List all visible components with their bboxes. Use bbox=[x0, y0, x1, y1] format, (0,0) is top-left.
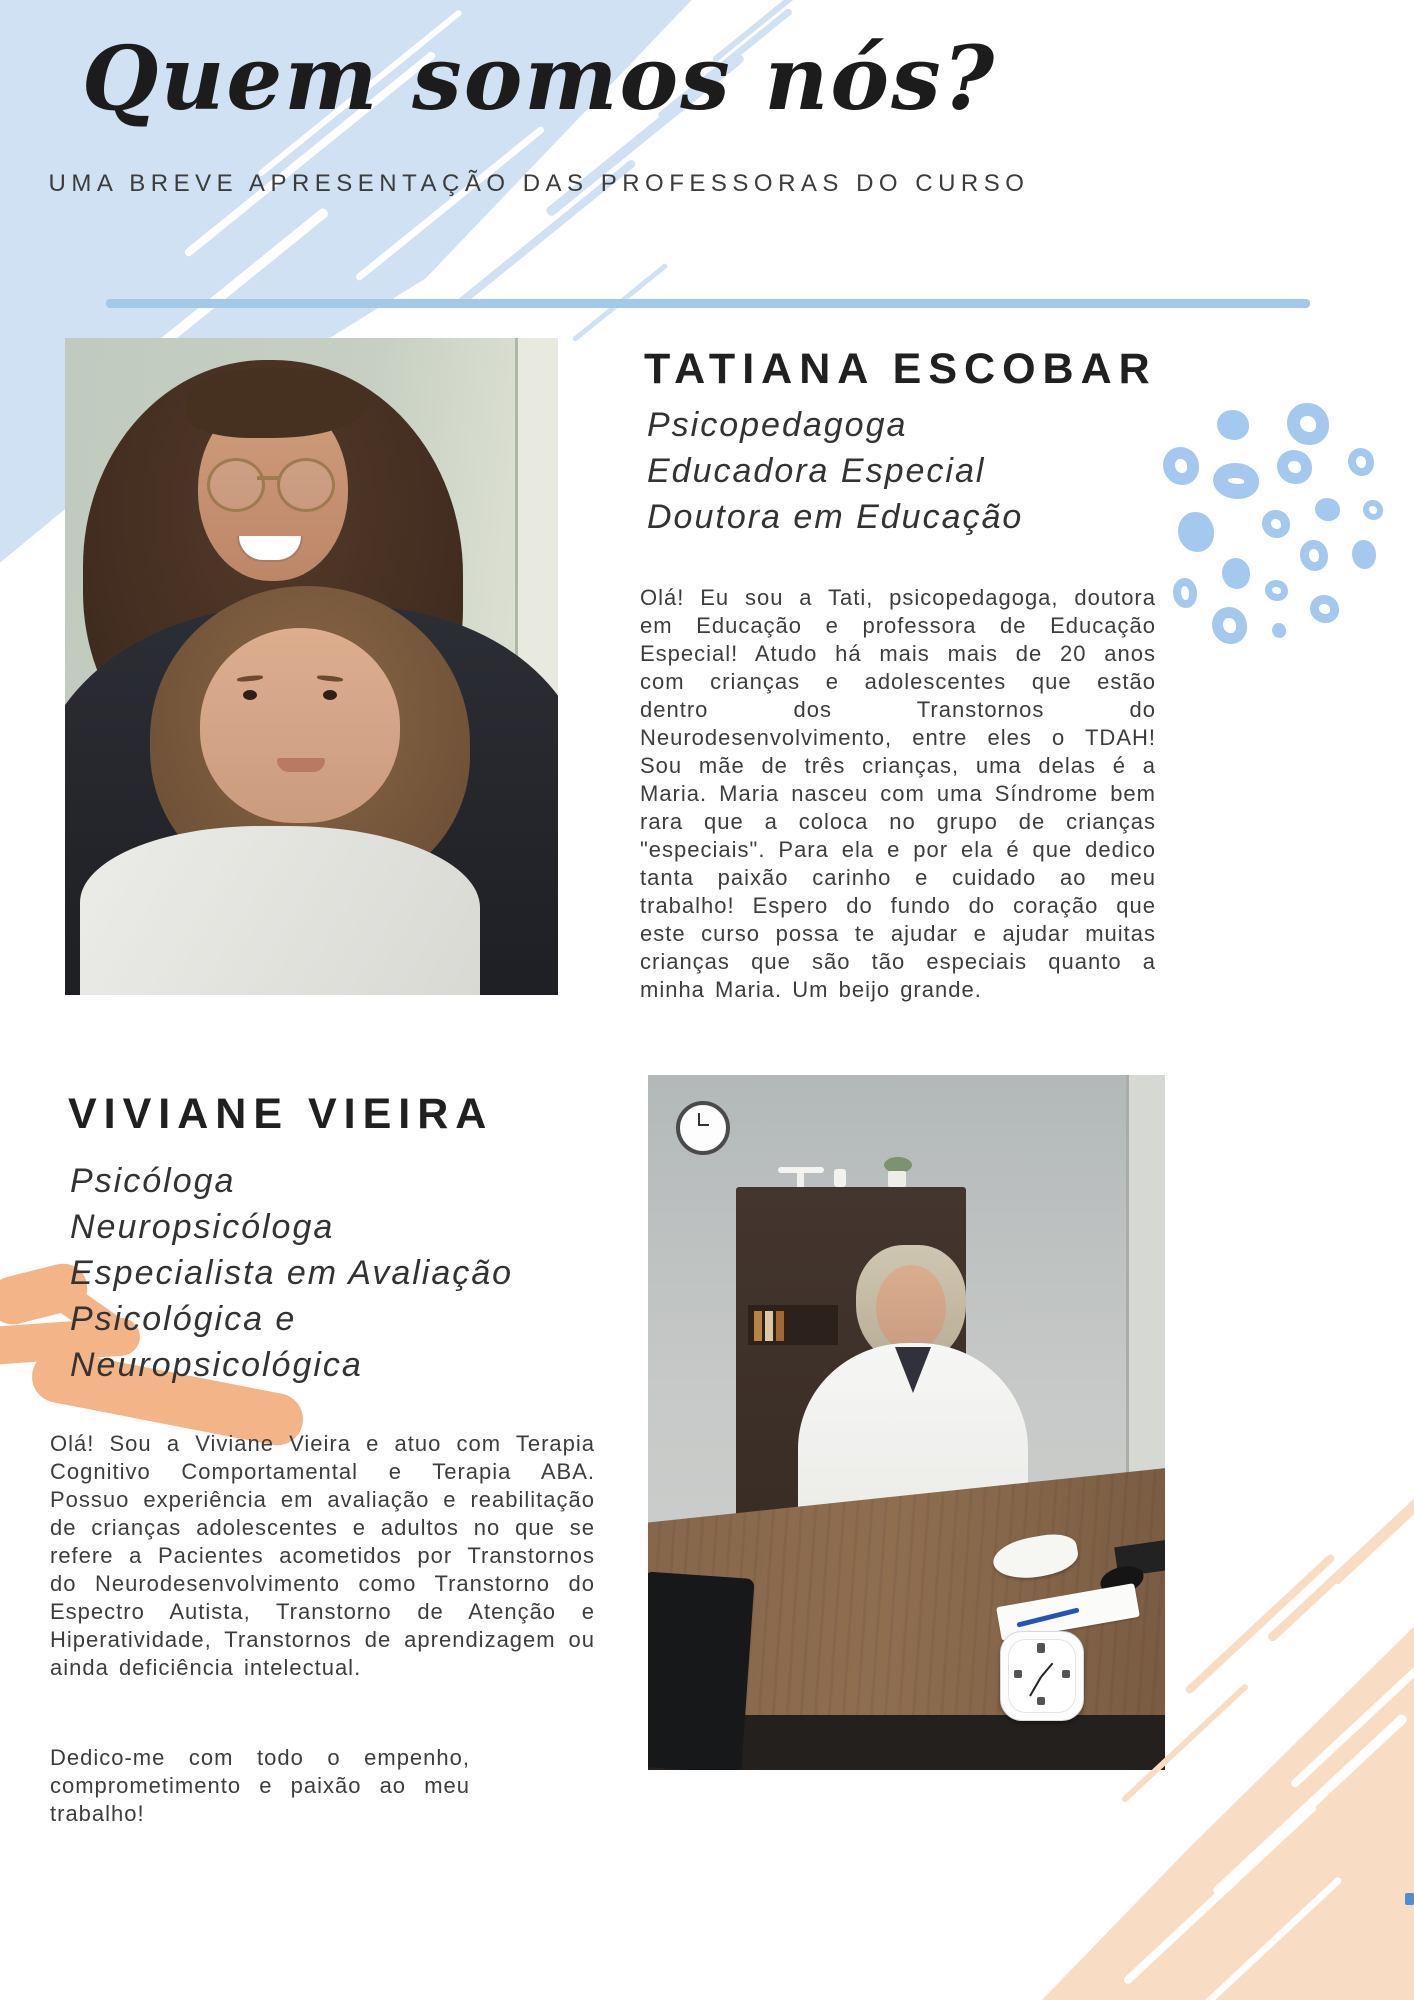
blue-dot bbox=[1163, 447, 1199, 485]
blue-dot bbox=[1262, 510, 1290, 538]
role-line: Educadora Especial bbox=[647, 452, 986, 490]
role-line: Doutora em Educação bbox=[647, 498, 1024, 536]
viviane-bio-paragraph-2: Dedico-me com todo o empenho, comprometimento e paixão ao meu trabalho! bbox=[50, 1745, 470, 1826]
shelf-book bbox=[765, 1311, 773, 1341]
alarm-clock-12-mark bbox=[1037, 1643, 1045, 1653]
tatiana-bio: Olá! Eu sou a Tati, psicopedagoga, doutora em Educação e professora de Educação Especial! Atudo há mais mais de 20 anos com crianças e adolescentes que estão dentro dos Transtornos do Neurodesenvolvimento, entre eles o TDAH! Sou mãe de três crianças, uma delas é a Maria. Maria nasceu com uma Síndrome bem rara que a coloca no grupo de crianças "especiais". Para ela e por ela é que dedico tanta paixão carinho e cuidado ao meu trabalho! Espero do fundo do coração que este curso possa te ajudar e ajudar muitas crianças que são tão especiais quanto a minha Maria. Um beijo grande. bbox=[640, 585, 1156, 1002]
blue-dot bbox=[1212, 607, 1247, 644]
brush-peach-sliver bbox=[1266, 1486, 1414, 1643]
divider-brush-line bbox=[106, 299, 1310, 308]
blue-dot bbox=[1315, 498, 1340, 521]
wall-clock-hand bbox=[699, 1124, 709, 1126]
viviane-roles bbox=[70, 1158, 575, 1388]
tatiana-name: TATIANA ESCOBAR bbox=[644, 345, 1157, 393]
role-line: Neuropsicóloga bbox=[70, 1208, 335, 1246]
brush-peach-sliver bbox=[1184, 1553, 1336, 1695]
viviane-face bbox=[876, 1265, 946, 1351]
tatiana-roles bbox=[647, 402, 1167, 540]
blue-dot bbox=[1300, 540, 1328, 571]
blue-dot bbox=[1213, 463, 1259, 499]
shelf-book bbox=[754, 1311, 762, 1341]
viviane-photo bbox=[648, 1075, 1165, 1770]
child-right-eye bbox=[323, 690, 337, 700]
alarm-clock-6-mark bbox=[1037, 1697, 1045, 1705]
child-left-eye bbox=[243, 690, 257, 700]
child-shirt bbox=[80, 826, 480, 995]
blue-dot bbox=[1310, 595, 1339, 623]
blue-edge-mark bbox=[1405, 1893, 1414, 1905]
child-face bbox=[200, 628, 400, 823]
plant-pot bbox=[888, 1171, 906, 1187]
white-vase bbox=[834, 1169, 846, 1187]
blue-dot bbox=[1178, 512, 1214, 552]
role-line: Psicóloga bbox=[70, 1162, 236, 1200]
role-line: Psicopedagoga bbox=[647, 406, 908, 444]
blue-dot bbox=[1277, 450, 1312, 484]
blue-dot bbox=[1352, 540, 1376, 569]
blue-dot bbox=[1173, 578, 1197, 608]
office-chair bbox=[648, 1571, 755, 1770]
viviane-bio-paragraph-1: Olá! Sou a Viviane Vieira e atuo com Terapia Cognitivo Comportamental e Terapia ABA. Possuo experiência em avaliação e reabilitação de crianças adolescentes e adultos no que se refere a Pacientes acometidos por Transtornos do Neurodesenvolvimento como Transtorno do Espectro Autista, Transtorno de Atenção e Hiperatividade, Transtornos de aprendizagem ou ainda deficiência intelectual. bbox=[50, 1431, 595, 1680]
blue-dot bbox=[1265, 580, 1288, 601]
alarm-clock-9-mark bbox=[1014, 1670, 1022, 1678]
blue-dot bbox=[1363, 500, 1383, 520]
alarm-clock-3-mark bbox=[1062, 1670, 1070, 1678]
blue-dot bbox=[1217, 410, 1249, 440]
page-subtitle: UMA BREVE APRESENTAÇÃO DAS PROFESSORAS DO CURSO bbox=[48, 170, 1030, 197]
page-title: Quem somos nós? bbox=[81, 26, 997, 130]
glasses-right-lens bbox=[277, 458, 335, 512]
cake-stand-stem bbox=[797, 1173, 804, 1187]
role-line: Especialista em Avaliação Psicológica e Neuropsicológica bbox=[70, 1254, 514, 1384]
blue-dot bbox=[1348, 448, 1374, 476]
tatiana-photo bbox=[65, 338, 558, 995]
blue-dot bbox=[1287, 403, 1329, 445]
child-mouth bbox=[277, 758, 325, 772]
blue-dot bbox=[1222, 558, 1250, 589]
blue-dot bbox=[1272, 623, 1286, 638]
glasses-bridge bbox=[257, 476, 279, 480]
viviane-name: VIVIANE VIEIRA bbox=[68, 1090, 494, 1138]
shelf-book bbox=[776, 1311, 784, 1341]
glasses-left-lens bbox=[207, 458, 265, 512]
wall-clock bbox=[676, 1101, 730, 1155]
